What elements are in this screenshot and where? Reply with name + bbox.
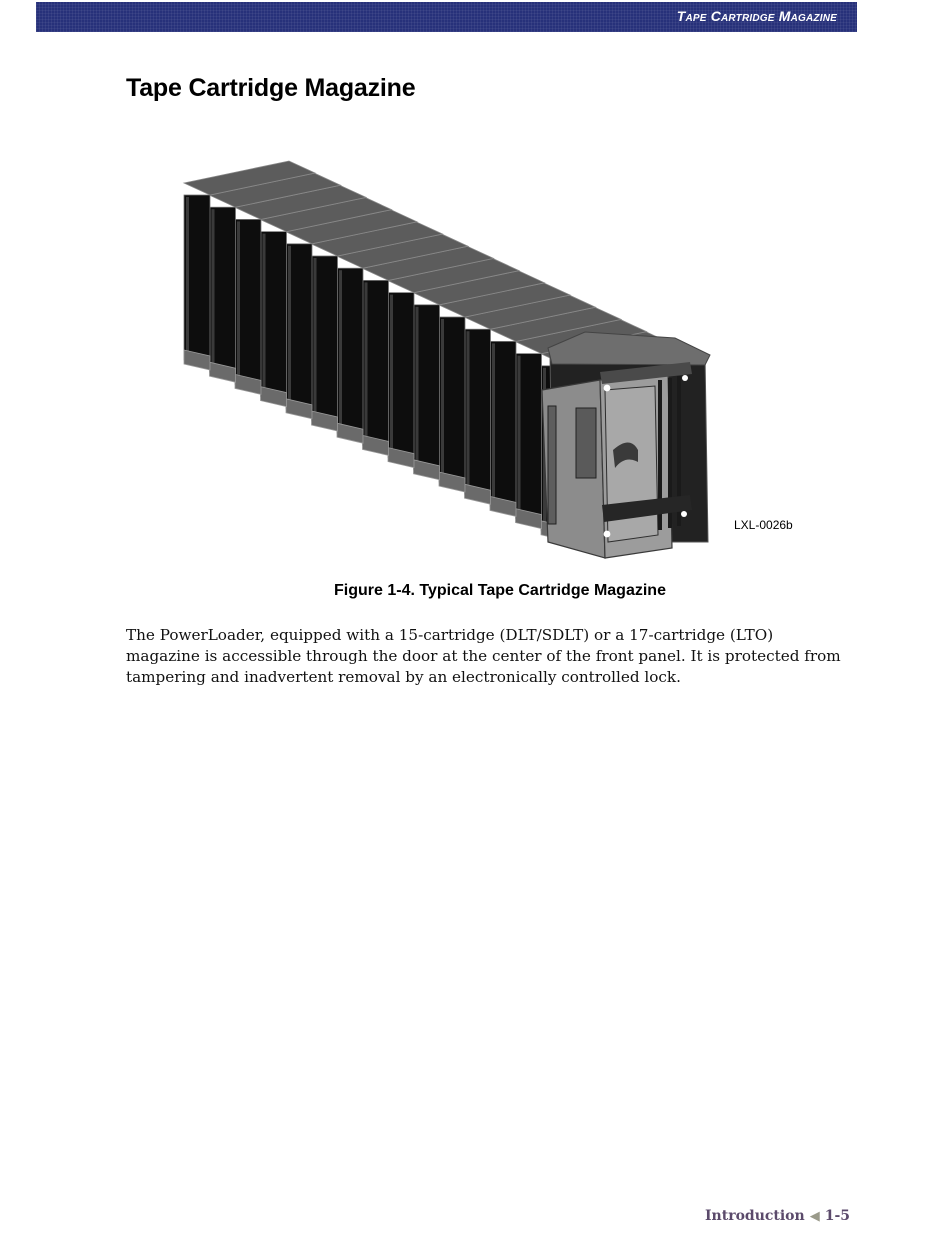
running-header-title: Tape Cartridge Magazine <box>676 8 837 24</box>
magazine-end-cap <box>542 332 710 558</box>
body-paragraph: The PowerLoader, equipped with a 15-cartridge (DLT/SDLT) or a 17-cartridge (LTO) magazine is accessible through the door at the center of the front panel. It is protected from tampering and inadvertent removal by an electronically controlled lock. <box>126 626 841 686</box>
footer-page-number: 1-5 <box>824 1208 850 1224</box>
section-title: Tape Cartridge Magazine <box>126 74 416 102</box>
figure-id-label: LXL-0026b <box>734 518 793 532</box>
tape-cartridge-magazine-illustration <box>160 150 720 562</box>
left-triangle-icon: ◀ <box>809 1208 820 1224</box>
footer-chapter-label: Introduction <box>705 1208 805 1224</box>
running-header-band <box>36 2 857 32</box>
figure-caption: Figure 1-4. Typical Tape Cartridge Magazine <box>334 582 666 599</box>
page-footer <box>705 1208 850 1224</box>
